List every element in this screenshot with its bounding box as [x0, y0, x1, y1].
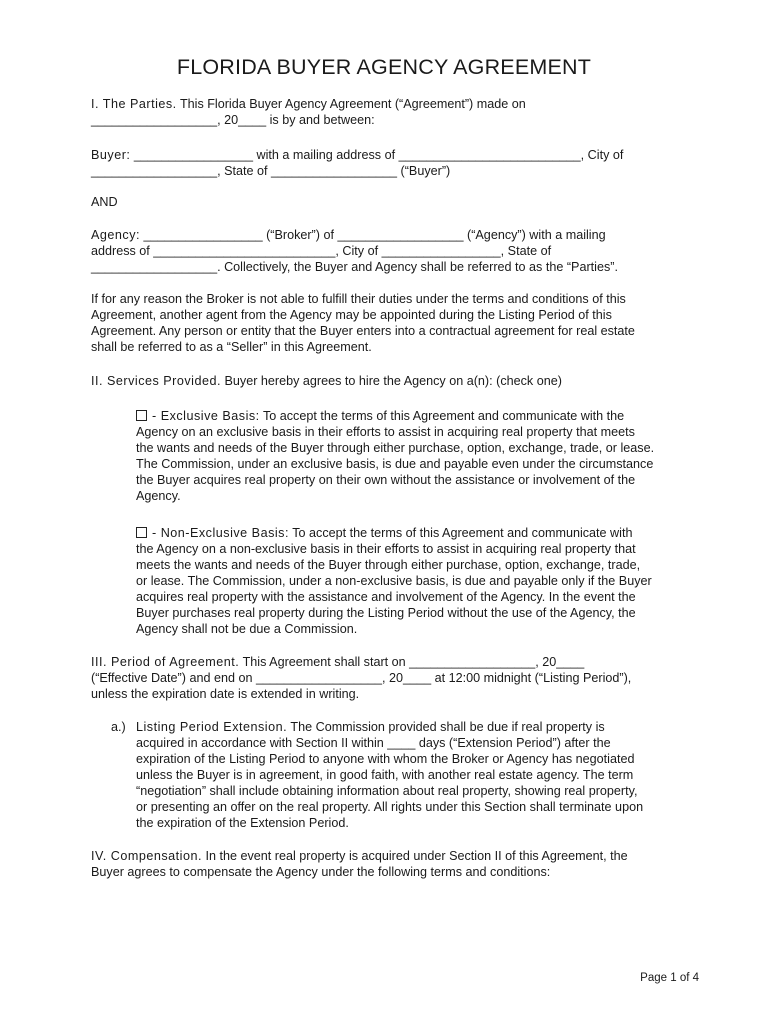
period-line-1	[91, 655, 691, 671]
exclusive-heading: - Exclusive Basis:	[148, 409, 260, 423]
exclusive-text: To accept the terms of this Agreement and communicate with the	[259, 409, 625, 423]
agency-line-2: address of __________________________, City of _________________, State of	[91, 244, 552, 258]
compensation-text: In the event real property is acquired under Section II of this Agreement, the	[201, 849, 628, 863]
agency-label: Agency:	[91, 228, 141, 242]
agency-line-1	[91, 228, 691, 244]
agency-line-3: __________________. Collectively, the Buyer and Agency shall be referred to as the “Parties”.	[91, 260, 618, 274]
period-line-2: (“Effective Date”) and end on __________________, 20____ at 12:00 midnight (“Listing Period”),	[91, 671, 632, 685]
extension-line: “negotiation” shall include obtaining information about real property, showing real property,	[136, 784, 638, 798]
exclusive-line: the wants and needs of the Buyer through either purchase, option, exchange, trade, or lease.	[136, 441, 655, 455]
broker-paragraph-line: If for any reason the Broker is not able to fulfill their duties under the terms and conditions of this	[91, 292, 626, 306]
nonexclusive-line: the Agency on a non-exclusive basis in their efforts to assist in acquiring real property that	[136, 542, 636, 556]
compensation-heading: IV. Compensation.	[91, 849, 202, 863]
extension-line: acquired in accordance with Section II within ____ days (“Extension Period”) after the	[136, 736, 611, 750]
extension-label: a.)	[111, 720, 126, 734]
buyer-label: Buyer:	[91, 148, 131, 162]
nonexclusive-line: meets the wants and needs of the Buyer through either purchase, option, exchange, trade,	[136, 558, 641, 572]
nonexclusive-line: Agency shall not be due a Commission.	[136, 622, 358, 636]
broker-paragraph-line: shall be referred to as a “Seller” in this Agreement.	[91, 340, 372, 354]
exclusive-checkbox[interactable]	[136, 410, 147, 421]
services-text: Buyer hereby agrees to hire the Agency on a(n): (check one)	[221, 374, 562, 388]
nonexclusive-line: acquires real property with the assistance and involvement of the Agency. In the event the	[136, 590, 636, 604]
services-line	[91, 374, 691, 390]
extension-line: expiration of the Listing Period to anyone with whom the Broker or Agency has negotiated	[136, 752, 635, 766]
period-heading: III. Period of Agreement.	[91, 655, 240, 669]
period-text: This Agreement shall start on __________________, 20____	[239, 655, 585, 669]
document-title: FLORIDA BUYER AGENCY AGREEMENT	[176, 55, 592, 79]
extension-line: the expiration of the Extension Period.	[136, 816, 349, 830]
compensation-line-1	[91, 849, 691, 865]
parties-heading: I. The Parties.	[91, 97, 177, 111]
page-number: Page 1 of 4	[640, 972, 699, 984]
buyer-line-2: __________________, State of __________________ (“Buyer”)	[91, 164, 451, 178]
nonexclusive-line: or lease. The Commission, under a non-exclusive basis, is due and payable only if the Buyer	[136, 574, 652, 588]
parties-line-1	[91, 97, 691, 113]
exclusive-line: The Commission, under an exclusive basis, is due and payable even under the circumstance	[136, 457, 654, 471]
and-label: AND	[91, 195, 118, 209]
extension-line: unless the Buyer is in agreement, in good faith, with another real estate agency. The term	[136, 768, 634, 782]
exclusive-line: Agency.	[136, 489, 181, 503]
extension-heading: Listing Period Extension.	[136, 720, 288, 734]
nonexclusive-text: To accept the terms of this Agreement and communicate with	[288, 526, 633, 540]
nonexclusive-checkbox[interactable]	[136, 527, 147, 538]
broker-paragraph-line: Agreement. Any person or entity that the Buyer enters into a contractual agreement for real estate	[91, 324, 635, 338]
compensation-line-2: Buyer agrees to compensate the Agency under the following terms and conditions:	[91, 865, 551, 879]
agency-text: _________________ (“Broker”) of __________________ (“Agency”) with a mailing	[140, 228, 606, 242]
exclusive-line-1	[136, 409, 696, 425]
exclusive-line: Agency on an exclusive basis in their efforts to assist in acquiring real property that meets	[136, 425, 635, 439]
nonexclusive-line: Buyer purchases real property during the Listing Period without the use of the Agency, the	[136, 606, 636, 620]
buyer-line-1	[91, 148, 691, 164]
buyer-text: _________________ with a mailing address of __________________________, City of	[130, 148, 624, 162]
parties-line-2: __________________, 20____ is by and between:	[91, 113, 375, 127]
services-heading: II. Services Provided.	[91, 374, 221, 388]
nonexclusive-line-1	[136, 526, 696, 542]
parties-text: This Florida Buyer Agency Agreement (“Agreement”) made on	[176, 97, 526, 111]
period-line-3: unless the expiration date is extended in writing.	[91, 687, 360, 701]
nonexclusive-heading: - Non-Exclusive Basis:	[148, 526, 289, 540]
exclusive-line: the Buyer acquires real property on their own without the assistance or involvement of the	[136, 473, 636, 487]
extension-line: or presenting an offer on the real property. All rights under this Section shall terminate upon	[136, 800, 644, 814]
broker-paragraph-line: Agreement, another agent from the Agency may be appointed during the Listing Period of this	[91, 308, 612, 322]
extension-line-1	[136, 720, 696, 736]
extension-text: The Commission provided shall be due if real property is	[287, 720, 605, 734]
